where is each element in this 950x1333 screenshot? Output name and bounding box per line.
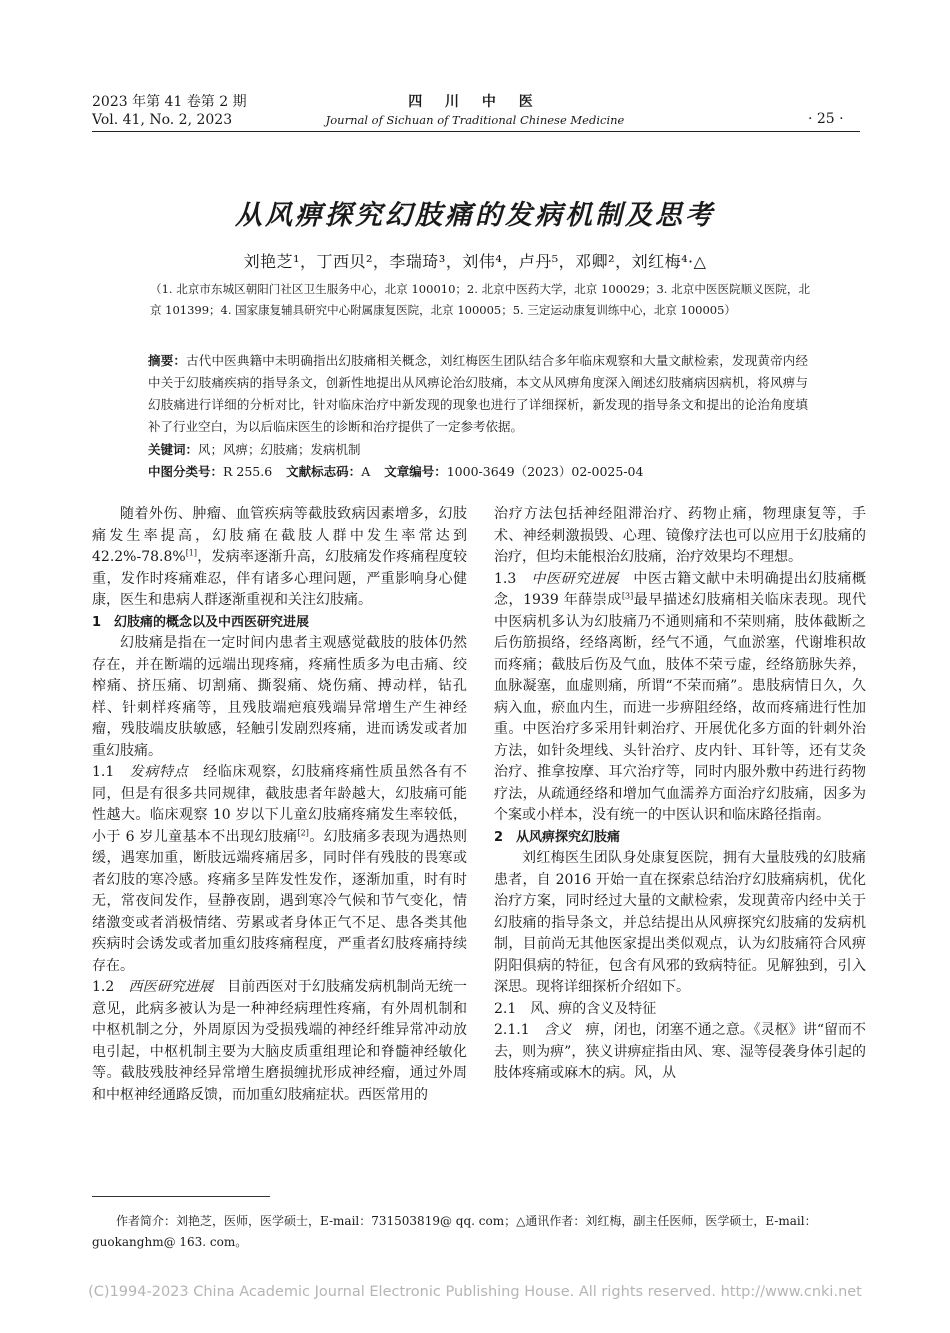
- citation: [1]: [185, 548, 198, 558]
- journal-name-en: Journal of Sichuan of Traditional Chinese Medicine: [325, 113, 625, 127]
- author-footnote: 作者简介：刘艳芝，医师，医学硕士，E-mail：731503819@ qq. com；△通讯作者：刘红梅，副主任医师，医学硕士，E-mail：guokanghm@ 163. com。: [92, 1214, 817, 1249]
- doc-code-value: A: [361, 464, 371, 479]
- footnote-rule: [92, 1196, 270, 1197]
- affiliations: （1. 北京市东城区朝阳门社区卫生服务中心，北京 100010；2. 北京中医药大学，北京 100029；3. 北京中医医院顺义医院，北京 101399；4. 国家康复辅具研究中心附属康复医院，北京 100005；5. 三定运动康复训练中心，北京 100005）: [150, 282, 810, 317]
- paragraph: 治疗方法包括神经阻滞治疗、药物止痛，物理康复等，手术、神经刺激损毁、心理、镜像疗法也可以应用于幻肢痛的治疗，但均未能根治幻肢痛，治疗效果均不理想。: [494, 506, 866, 565]
- subsection-heading: 发病特点: [129, 764, 189, 780]
- subsection-heading: 西医研究进展: [128, 979, 214, 995]
- article-no-value: 1000-3649（2023）02-0025-04: [446, 464, 644, 479]
- section-heading-2: 2 从风痹探究幻肢痛: [494, 829, 621, 845]
- body-column-right: [494, 504, 866, 1085]
- doc-code-label: 文献标志码：: [286, 464, 362, 479]
- journal-name-cn: 四 川 中 医: [408, 94, 542, 110]
- subsubsection-heading: 含义: [543, 1022, 572, 1038]
- keywords-label: 关键词：: [148, 442, 199, 457]
- citation: [2]: [297, 827, 309, 837]
- paragraph: 幻肢痛是指在一定时间内患者主观感觉截肢的肢体仍然存在，并在断端的远端出现疼痛，疼痛性质多为电击痛、绞榨痛、挤压痛、切割痛、撕裂痛、烧伤痛、搏动样，钻孔样、针刺样疼痛等，且残肢端疤痕残端异常增生产生神经瘤，残肢端皮肤敏感，轻触引发剧烈疼痛，进而诱发或者加重幻肢痛。: [92, 635, 467, 759]
- paragraph: 2.1.1 含义 痹，闭也，闭塞不通之意。《灵枢》讲“留而不去，则为痹”，狭义讲痹症指由风、寒、湿等侵袭身体引起的肢体疼痛或麻木的病。风，从: [494, 1022, 867, 1081]
- clc-label: 中图分类号：: [148, 464, 224, 479]
- issue-cn: 2023 年第 41 卷第 2 期: [92, 94, 247, 110]
- paragraph: 1.1 发病特点 经临床观察，幻肢痛疼痛性质虽然各有不同，但是有很多共同规律，截肢患者年龄越大，幻肢痛可能性越大。临床观察 10 岁以下儿童幻肢痛疼痛发生率较低，小于 6 岁儿童基本不出现幻肢痛[2]。幻肢痛多表现为遇热则缓，遇寒加重，断肢远端疼痛居多，同时伴有残肢的畏寒或者幻肢的寒冷感。疼痛多呈阵发性发作，逐渐加重，时有时无，常夜间发作，昼静夜剧，遇到寒冷气候和节气变化，情绪激变或者消极情绪、劳累或者身体正气不足、患各类其他疾病时会诱发或者加重幻肢疼痛程度，严重者幻肢疼痛持续存在。: [92, 764, 468, 974]
- copyright-notice: (C)1994-2023 China Academic Journal Electronic Publishing House. All rights reserved. http://www.cnki.net: [88, 1284, 862, 1300]
- abstract: [148, 350, 808, 438]
- subsection-heading: 2.1 风、痹的含义及特征: [494, 1000, 657, 1017]
- header-rule: [92, 131, 860, 132]
- subsection-heading: 中医研究进展: [531, 570, 619, 587]
- abstract-text: 古代中医典籍中未明确指出幻肢痛相关概念，刘红梅医生团队结合多年临床观察和大量文献检索，发现黄帝内经中关于幻肢痛疾病的指导条文，创新性地提出从风痹论治幻肢痛，本文从风痹角度深入阐述幻肢痛病因病机，将风痹与幻肢痛进行详细的分析对比，针对临床治疗中新发现的现象也进行了详细探析，新发现的指导条文和提出的论治角度填补了行业空白，为以后临床医生的诊断和治疗提供了一定参考依据。: [148, 353, 808, 434]
- citation: [3]: [621, 591, 634, 601]
- keywords-text: 风；风痹；幻肢痛；发病机制: [198, 442, 361, 457]
- author-list: 刘艳芝¹，丁西贝²，李瑞琦³，刘伟⁴，卢丹⁵，邓卿²，刘红梅⁴·△: [243, 252, 707, 271]
- article-title: 从风痹探究幻肢痛的发病机制及思考: [235, 200, 715, 231]
- section-heading-1: 1 幻肢痛的概念以及中西医研究进展: [92, 614, 310, 630]
- page-number: · 25 ·: [808, 111, 844, 127]
- body-column-left: [92, 504, 467, 1106]
- paragraph: 1.2 西医研究进展 目前西医对于幻肢痛发病机制尚无统一意见，此病多被认为是一种神经病理性疼痛，有外周机制和中枢机制之分，外周原因为受损残端的神经纤维异常冲动放电引起，中枢机制主要为大脑皮质重组理论和脊髓神经敏化等。截肢残肢神经异常增生磨损缠扰形成神经瘤，通过外周和中枢神经通路反馈，而加重幻肢痛症状。西医常用的: [92, 979, 467, 1103]
- classification-line: [148, 462, 653, 480]
- keywords: [148, 440, 361, 458]
- issue-en: Vol. 41, No. 2, 2023: [92, 112, 233, 128]
- paragraph: 1.3 中医研究进展 中医古籍文献中未明确提出幻肢痛概念，1939 年薛崇成[3]最早描述幻肢痛相关临床表现。现代中医病机多认为幻肢痛乃不通则痛和不荣则痛，肢体截断之后伤筋损络，经络离断，经气不通，气血淤塞，代谢堆积故而疼痛；截肢后伤及气血，肢体不荣亏虚，经络筋脉失养，血脉凝塞，血虚则痛，所谓“不荣而痛”。患肢病情日久，久病入血，瘀血内生，而进一步痹阻经络，故而疼痛进行性加重。中医治疗多采用针刺治疗、开展优化多方面的针刺外治方法，如针灸埋线、头针治疗、皮内针、耳针等，还有艾灸治疗、推拿按摩、耳穴治疗等，同时内服外敷中药进行药物疗法，从疏通经络和增加气血濡养方面治疗幻肢痛，因多为个案或小样本，没有统一的中医认识和临床路径指南。: [494, 570, 867, 823]
- paragraph: 刘红梅医生团队身处康复医院，拥有大量肢残的幻肢痛患者，自 2016 开始一直在探索总结治疗幻肢痛病机，优化治疗方案，同时经过大量的文献检索，发现黄帝内经中关于幻肢痛的指导条文，并总结提出从风痹探究幻肢痛的发病机制，目前尚无其他医家提出类似观点，认为幻肢痛符合风痹阴阳俱病的特征，包含有风邪的致病特征。见解独到，引入深思。现将详细探析介绍如下。: [494, 850, 866, 995]
- clc-value: R 255.6: [223, 464, 273, 479]
- abstract-label: 摘要：: [148, 353, 187, 368]
- paragraph: 随着外伤、肿瘤、血管疾病等截肢致病因素增多，幻肢痛发生率提高，幻肢痛在截肢人群中发生率常达到 42.2%-78.8%[1]，发病率逐渐升高，幻肢痛发作疼痛程度较重，发作时疼痛难忍，伴有诸多心理问题，严重影响身心健康，医生和患病人群逐渐重视和关注幻肢痛。: [92, 506, 467, 608]
- article-no-label: 文章编号：: [384, 464, 447, 479]
